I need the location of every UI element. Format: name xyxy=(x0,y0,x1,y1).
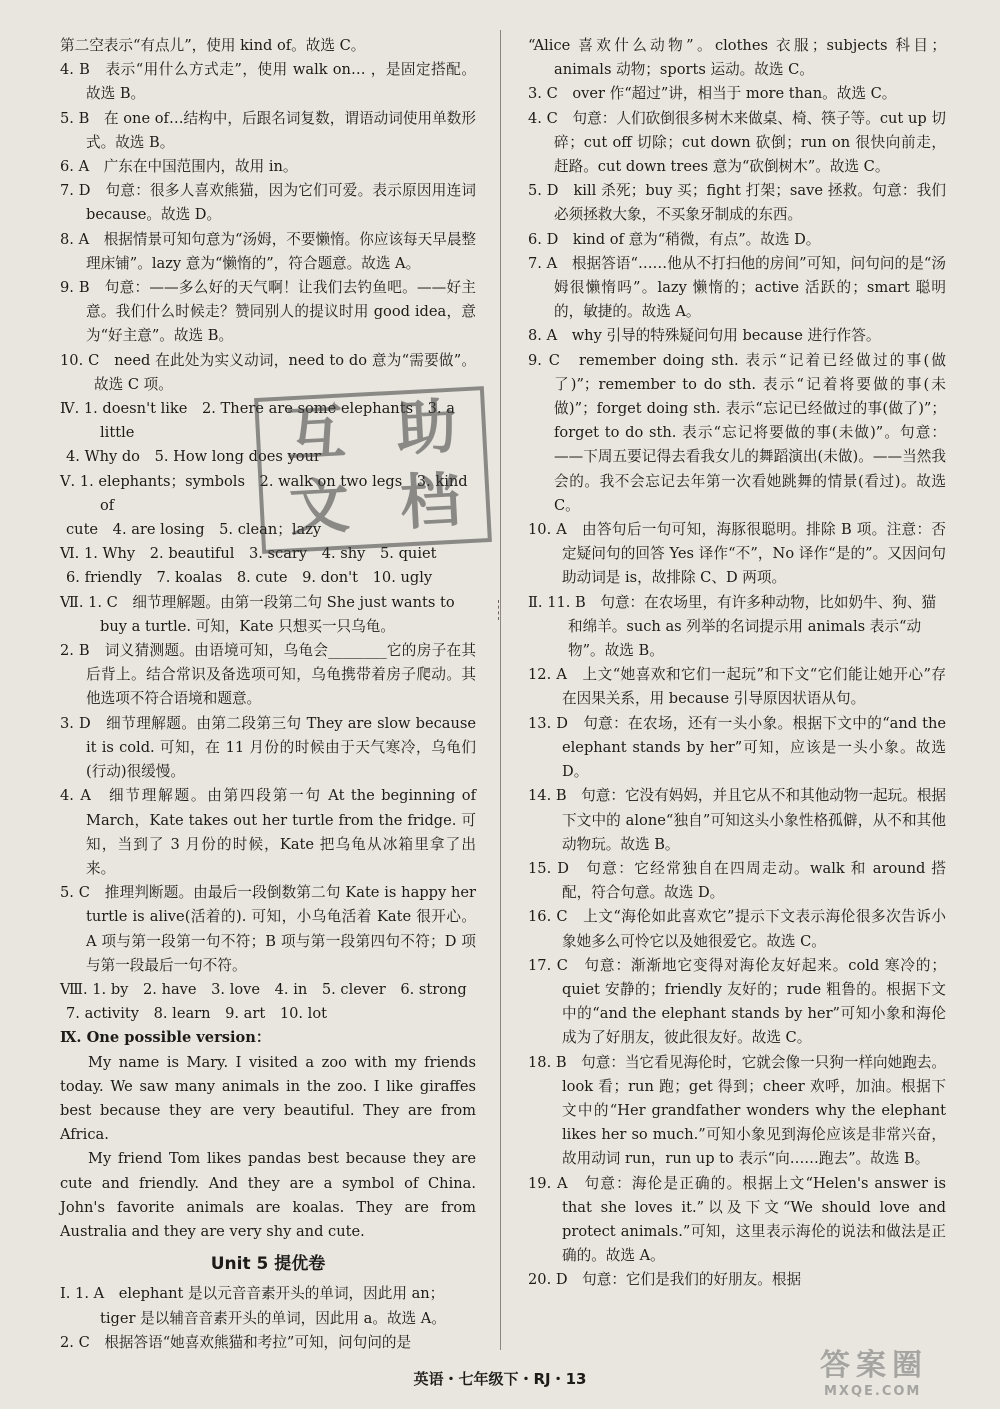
answer-item: 9. B 句意：——多么好的天气啊！让我们去钓鱼吧。——好主意。我们什么时候走？赞同别人的提议时用 good idea，意为“好主意”。故选 B。 xyxy=(60,279,476,345)
answer-item: 10. A 由答句后一句可知，海豚很聪明。排除 B 项。注意：否定疑问句的回答 Yes 译作“不”，No 译作“是的”。又因问句助动词是 is，故排除 C、D 两项。 xyxy=(528,521,946,587)
divider-mark xyxy=(498,600,505,620)
watermark-sub: MXQE.COM xyxy=(824,1384,922,1399)
answer-item: 9. C remember doing sth. 表示“记着已经做过的事(做了)”；remember to do sth. 表示“记着将要做的事(未做)”；forget doing sth. 表示“忘记已经做过的事(做了)”；forget to do sth. 表示“忘记将要做的事(未做)”。句意：——下周五要记得去看我女儿的舞蹈演出(未做)。——当然我会的。我不会忘记去年第一次看她跳舞的情景(看过)。故选 C。 xyxy=(528,351,946,514)
section-item: Ⅱ. 11. B 句意：在农场里，有许多种动物，比如奶牛、狗、猫和绵羊。such as 列举的名词提示用 animals 表示“动物”。故选 B。 xyxy=(528,593,937,660)
answer-item: 5. D kill 杀死；buy 买；fight 打架；save 拯救。句意：我们必须拯救大象，不买象牙制成的东西。 xyxy=(528,182,946,224)
stamp-watermark xyxy=(254,386,492,554)
answer-item: 6. A 广东在中国范围内，故用 in。 xyxy=(60,158,298,176)
unit-heading: Unit 5 提优卷 xyxy=(210,1254,326,1275)
answer-line: 7. activity 8. learn 9. art 10. lot xyxy=(66,1005,327,1023)
page-footer: 英语・七年级下・RJ・13 xyxy=(413,1370,587,1388)
answer-item: 19. A 句意：海伦是正确的。根据上文“Helen's answer is that she loves it.”以及下文“We should love and protect animals.”可知，这里表示海伦的说法和做法是正确的。故选 A。 xyxy=(528,1174,946,1265)
answer-item: 2. C 根据答语“她喜欢熊猫和考拉”可知，问句问的是 xyxy=(60,1333,412,1351)
answer-item: 2. B 词义猜测题。由语境可知，乌龟会________它的房子在其后背上。结合常识及备选项可知，乌龟携带着房子爬动。其他选项不符合语境和题意。 xyxy=(60,642,476,708)
answer-line: 6. friendly 7. koalas 8. cute 9. don't 10. ugly xyxy=(66,569,433,587)
answer-line: 4. Why do 5. How long does your xyxy=(66,448,321,466)
column-divider xyxy=(500,30,501,1350)
answer-item: 8. A 根据情景可知句意为“汤姆，不要懒惰。你应该每天早晨整理床铺”。lazy 意为“懒惰的”，符合题意。故选 A。 xyxy=(60,230,477,272)
answer-item: 13. D 句意：在农场，还有一头小象。根据下文中的“and the elephant stands by her”可知，应该是一头小象。故选 D。 xyxy=(528,714,946,781)
section-item: Ⅳ. 1. doesn't like 2. There are some elephants 3. a little xyxy=(60,400,455,442)
section-header: Ⅸ. One possible version： xyxy=(60,1029,271,1047)
answer-item: 8. A why 引导的特殊疑问句用 because 进行作答。 xyxy=(528,327,881,345)
answer-item: 18. B 句意：当它看见海伦时，它就会像一只狗一样向她跑去。look 看；run 跑；get 得到；cheer 欢呼，加油。根据下文中的“Her grandfather wonders why the elephant likes her so much.”可知小象见到海伦应该是非常兴奋，故用动词 run，run up to 表示“向……跑去”。故选 B。 xyxy=(528,1053,947,1168)
answer-item: 第二空表示“有点儿”，使用 kind of。故选 C。 xyxy=(60,37,366,54)
answer-item: 6. D kind of 意为“稍微，有点”。故选 D。 xyxy=(528,230,821,248)
answer-item: 15. D 句意：它经常独自在四周走动。walk 和 around 搭配，符合句意。故选 D。 xyxy=(528,859,946,902)
essay-paragraph: My friend Tom likes pandas best because they are cute and friendly. And they are a symbol of China. John's favorite animals are koalas. They are from Australia and they are very shy and cute. xyxy=(60,1150,476,1240)
answer-item: 3. C over 作“超过”讲，相当于 more than。故选 C。 xyxy=(528,85,897,103)
left-column xyxy=(60,34,476,1355)
answer-item: 7. D 句意：很多人喜欢熊猫，因为它们可爱。表示原因用连词 because。故选 D。 xyxy=(60,182,476,224)
essay-paragraph: My name is Mary. I visited a zoo with my friends today. We saw many animals in the zoo. I like giraffes best because they are very beautiful. They are from Africa. xyxy=(60,1053,476,1144)
stamp-char: 文 xyxy=(287,471,352,545)
answer-item: 16. C 上文“海伦如此喜欢它”提示下文表示海伦很多次告诉小象她多么可怜它以及她很爱它。故选 C。 xyxy=(528,908,946,950)
watermark-main: 答案圈 xyxy=(820,1348,928,1383)
answer-item: 20. D 句意：它们是我们的好朋友。根据 xyxy=(528,1271,802,1289)
answer-item: 5. B 在 one of…结构中，后跟名词复数，谓语动词使用单数形式。故选 B。 xyxy=(60,109,476,151)
section-item: Ⅰ. 1. A elephant 是以元音音素开头的单词，因此用 an；tiger 是以辅音音素开头的单词，因此用 a。故选 A。 xyxy=(60,1285,446,1327)
answer-item: 3. D 细节理解题。由第二段第三句 They are slow because it is cold. 可知，在 11 月份的时候由于天气寒冷，乌龟们(行动)很缓慢。 xyxy=(60,714,476,781)
section-item: Ⅵ. 1. Why 2. beautiful 3. scary 4. shy 5. quiet xyxy=(60,545,437,563)
stamp-char: 助 xyxy=(394,391,459,465)
answer-item: 5. C 推理判断题。由最后一段倒数第二句 Kate is happy her turtle is alive(活着的). 可知，小乌龟活着 Kate 很开心。A 项与第一段第一句不符；B 项与第一段第四句不符；D 项与第一段最后一句不符。 xyxy=(60,884,476,974)
answer-item: 4. C 句意：人们砍倒很多树木来做桌、椅、筷子等。cut up 切碎；cut off 切除；cut down 砍倒；run on 很快向前走，赶路。cut down trees 意为“砍倒树木”。故选 C。 xyxy=(528,109,946,176)
answer-item: 4. A 细节理解题。由第四段第一句 At the beginning of March，Kate takes out her turtle from the fridge. 可知，当到了 3 月份的时候，Kate 把乌龟从冰箱里拿了出来。 xyxy=(60,787,476,877)
answer-item: 12. A 上文“她喜欢和它们一起玩”和下文“它们能让她开心”存在因果关系，用 because 引导原因状语从句。 xyxy=(528,666,946,708)
stamp-char: 互 xyxy=(283,397,348,471)
section-item: Ⅴ. 1. elephants；symbols 2. walk on two legs 3. kind of xyxy=(60,472,468,514)
answer-item: 10. C need 在此处为实义动词，need to do 意为“需要做”。故选 C 项。 xyxy=(60,351,476,393)
stamp-char: 档 xyxy=(398,465,463,539)
answer-line: cute 4. are losing 5. clean；lazy xyxy=(66,521,322,539)
answer-item: 17. C 句意：渐渐地它变得对海伦友好起来。cold 寒冷的；quiet 安静的；friendly 友好的；rude 粗鲁的。根据下文中的“and the elephant stands by her”可知小象和海伦成为了好朋友，彼此很友好。故选 C。 xyxy=(528,956,946,1047)
continuation-text: “Alice 喜欢什么动物”。clothes 衣服；subjects 科目；animals 动物；sports 运动。故选 C。 xyxy=(528,37,946,79)
site-watermark xyxy=(820,1340,990,1400)
answer-item: 7. A 根据答语“……他从不打扫他的房间”可知，问句问的是“汤姆很懒惰吗”。lazy 懒惰的；active 活跃的；smart 聪明的，敏捷的。故选 A。 xyxy=(528,254,946,321)
section-item: Ⅷ. 1. by 2. have 3. love 4. in 5. clever 6. strong xyxy=(60,980,467,998)
right-column xyxy=(528,34,946,1293)
section-item: Ⅶ. 1. C 细节理解题。由第一段第二句 She just wants to buy a turtle. 可知，Kate 只想买一只乌龟。 xyxy=(60,593,455,635)
answer-item: 14. B 句意：它没有妈妈，并且它从不和其他动物一起玩。根据下文中的 alone“独自”可知这头小象性格孤僻，从不和其他动物玩。故选 B。 xyxy=(528,787,947,853)
answer-item: 4. B 表示“用什么方式走”，使用 walk on… ，是固定搭配。故选 B。 xyxy=(60,61,476,103)
